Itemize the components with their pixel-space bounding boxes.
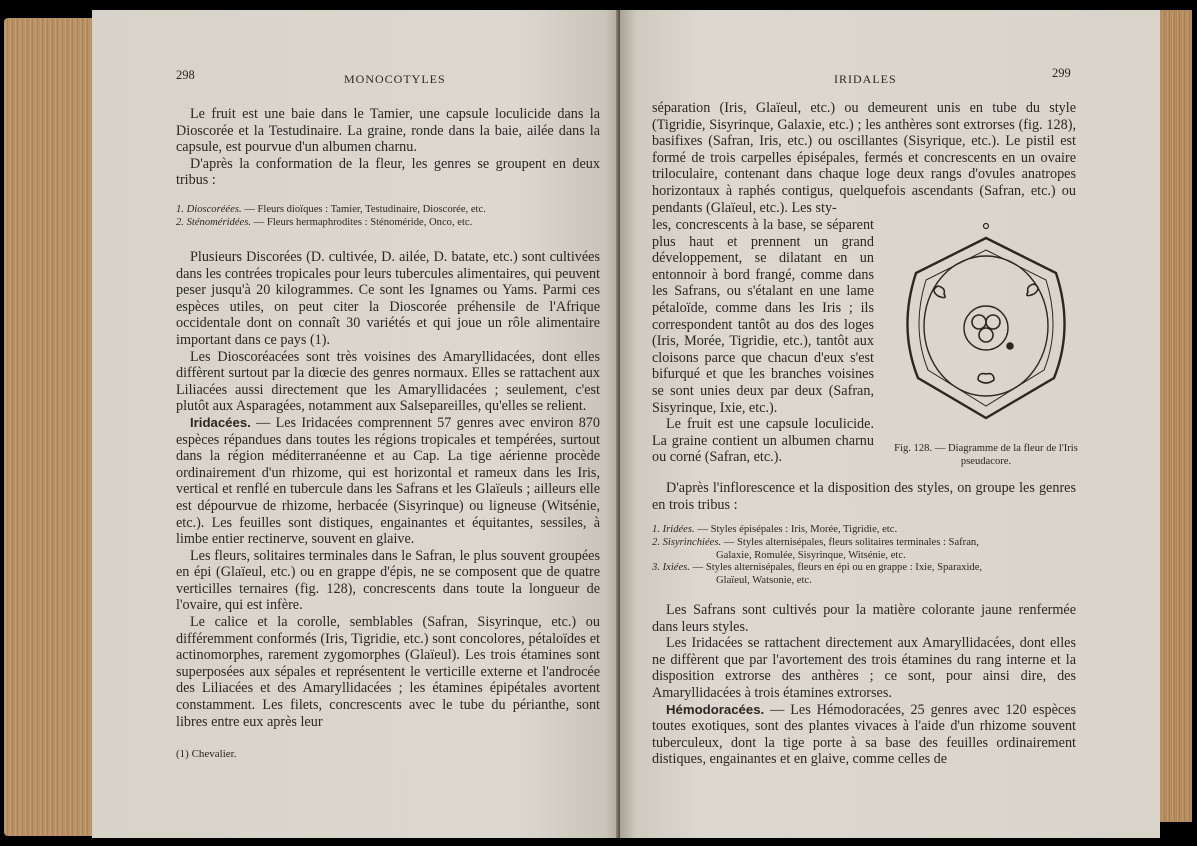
paragraph: Le fruit est une capsule loculicide. La graine contient un albumen charnu ou corné (Safran, etc.). bbox=[652, 416, 874, 466]
ovary-locule-3 bbox=[979, 328, 993, 342]
section-heading: Hémodoracées. bbox=[666, 701, 765, 717]
right-text-block-1 bbox=[652, 100, 1076, 216]
paragraph: Les Safrans sont cultivés pour la matière colorante jaune renfermée dans leurs styles. bbox=[652, 602, 1076, 635]
tribe-item: 1. Iridées. — Styles épisépales : Iris, Morée, Tigridie, etc. bbox=[652, 524, 898, 535]
axis-dot bbox=[984, 224, 989, 229]
tribe-list bbox=[176, 204, 600, 230]
tribe-item-continued: Glaïeul, Watsonie, etc. bbox=[716, 575, 812, 587]
page-edges-left bbox=[4, 18, 96, 836]
paragraph: Hémodoracées. — Les Hémodoracées, 25 genres avec 120 espèces toutes exotiques, sont des plantes vivaces à l'aide d'un rhizome souvent tuberculeux, dont la tige porte à sa base des feuilles ordinairement distiques, engainantes et en glaive, comme celles de bbox=[652, 701, 1076, 768]
paragraph: Les Iridacées se rattachent directement aux Amaryllidacées, dont elles ne diffèrent que par l'avortement des trois étamines du rang interne et la disposition extrorse des anthères ; ce sont, pour ainsi dire, des Amaryllidacées à trois étamines extrorses. bbox=[652, 635, 1076, 701]
tribe-item: 3. Ixiées. — Styles alternisépales, fleurs en épi ou en grappe : Ixie, Sparaxide, bbox=[652, 562, 983, 574]
tribe-item: 2. Sténoméridées. — Fleurs hermaphrodites : Sténoméride, Onco, etc. bbox=[176, 216, 473, 228]
page-number: 298 bbox=[176, 68, 195, 82]
left-text-block-2 bbox=[176, 249, 600, 730]
tribe-item: 2. Sisyrinchiées. — Styles alternisépales, fleurs solitaires terminales : Safran, bbox=[652, 536, 979, 548]
tribe-list bbox=[652, 524, 1076, 588]
sepal-left bbox=[934, 286, 945, 298]
paragraph: D'après l'inflorescence et la disposition des styles, on groupe les genres en trois tribus : bbox=[652, 480, 1076, 513]
figure-caption: Fig. 128. — Diagramme de la fleur de l'Iris pseudacore. bbox=[894, 443, 1078, 467]
section-heading: Iridacées. bbox=[190, 414, 251, 430]
paragraph: Les fleurs, solitaires terminales dans le Safran, le plus souvent groupées en épi (Glaïeul, etc.) ou en grappe d'épis, ne se composent que de quatre verticilles ternaires (fig. 128), concrescents dans toute la longueur de l'ovaire, qui est infère. bbox=[176, 547, 600, 614]
paragraph: Le calice et la corolle, semblables (Safran, Sisyrinque, etc.) ou différemment conformés (Iris, Tigridie, etc.) sont concolores, pétaloïdes et actinomorphes, rarement zygomorphes (Glaïeul). Les trois étamines sont superposées aux sépales et représentent le verticille externe et l'androcée des Liliacées et des Amaryllidacées ; les étamines épipétales avortent constamment. Les filets, concrescents avec le tube du périanthe, sont libres entre eux après leur bbox=[176, 614, 600, 730]
right-page bbox=[620, 10, 1160, 838]
right-text-block-2 bbox=[652, 480, 1076, 513]
tribe-item-continued: Galaxie, Romulée, Sisyrinque, Witsénie, etc. bbox=[716, 549, 906, 561]
running-head: IRIDALES bbox=[834, 72, 897, 86]
paragraph: les, concrescents à la base, se séparent plus haut et prennent un grand développement, se dilatant en un entonnoir à bord frangé, comme dans les Safrans, ou s'étalant en une lame pétaloïde, comme dans les Iris ; ils correspondent tantôt au dos des loges (Iris, Morée, Tigridie, etc.), tantôt aux cloisons parce que chacun d'eux s'est bifurqué et que les branches voisines se sont unies deux par deux (Safran, Sisyrinque, Ixie, etc.). bbox=[652, 217, 874, 416]
ovary-locule-1 bbox=[972, 315, 986, 329]
left-text-block-1 bbox=[176, 106, 600, 189]
tribe-item: 1. Dioscoréées. — Fleurs dioïques : Tamier, Testudinaire, Dioscorée, etc. bbox=[176, 204, 486, 215]
paragraph: séparation (Iris, Glaïeul, etc.) ou demeurent unis en tube du style (Tigridie, Sisyrinque, Galaxie, etc.) ; les anthères sont extrorses (fig. 128), basifixes (Safran, Iris, etc.) ou oscillantes (Sisyrique, etc.). Le pistil est formé de trois carpelles épisépales, fermés et concrescents en un ovaire triloculaire, contenant dans chaque loge deux rangs d'ovules anatropes horizontaux à raphés contigus, quelquefois ascendants (Safran, etc.) ou pendants (Glaïeul, etc.). Les sty- bbox=[652, 100, 1076, 216]
page-edges-right bbox=[1156, 10, 1192, 822]
sepal-bottom bbox=[978, 374, 994, 383]
footnote: (1) Chevalier. bbox=[176, 748, 237, 760]
right-text-wrap bbox=[652, 217, 874, 466]
page-number: 299 bbox=[1052, 66, 1071, 80]
paragraph: Plusieurs Discorées (D. cultivée, D. ailée, D. batate, etc.) sont cultivées dans les contrées tropicales pour leurs tubercules alimentaires, qui peuvent peser jusqu'à 20 kilogrammes. Ce sont les Ignames ou Yams. Parmi ces espèces utiles, on peut citer la Dioscorée préhensile de l'Afrique occidentale dont on connaît 30 variétés et qui joue un rôle alimentaire important dans ce pays (1). bbox=[176, 249, 600, 348]
right-text-block-3 bbox=[652, 602, 1076, 768]
stamen-dot bbox=[1007, 343, 1013, 349]
ovary-locule-2 bbox=[986, 315, 1000, 329]
iris-flower-diagram bbox=[886, 218, 1086, 438]
running-head: MONOCOTYLES bbox=[344, 72, 446, 86]
paragraph: Iridacées. — Les Iridacées comprennent 57 genres avec environ 870 espèces répandues dans toutes les régions tropicales et tempérées, surtout dans la région méditerranéenne et au Cap. La tige aérienne procède ordinairement d'un rhizome, qui est horizontal et rameux dans les Iris, vertical et renflé en tubercule dans les Safrans et les Glaïeuls ; ailleurs elle est dépourvue de rhizome, herbacée (Sisyrinque) ou ligneuse (Witsénie, etc.). Les feuilles sont distiques, engainantes et équitantes, sessiles, à limbe entier rectinerve, souvent en glaive. bbox=[176, 414, 600, 548]
left-page bbox=[92, 10, 622, 838]
perianth-ring bbox=[924, 256, 1048, 396]
paragraph: Le fruit est une baie dans le Tamier, une capsule loculicide dans la Dioscorée et la Testudinaire. La graine, ronde dans la baie, ailée dans la capsule, est pourvue d'un albumen charnu. bbox=[176, 106, 600, 156]
sepal-right bbox=[1027, 284, 1038, 296]
paragraph: Les Dioscoréacées sont très voisines des Amaryllidacées, dont elles diffèrent surtout par la diœcie des genres normaux. Elles se rattachent aux Liliacées aussi directement que les Amaryllidacées ; seulement, c'est plutôt aux Asparagées, notamment aux Salsepareilles, qu'elles se relient. bbox=[176, 348, 600, 415]
paragraph: D'après la conformation de la fleur, les genres se groupent en deux tribus : bbox=[176, 155, 600, 189]
open-book bbox=[4, 10, 1192, 842]
